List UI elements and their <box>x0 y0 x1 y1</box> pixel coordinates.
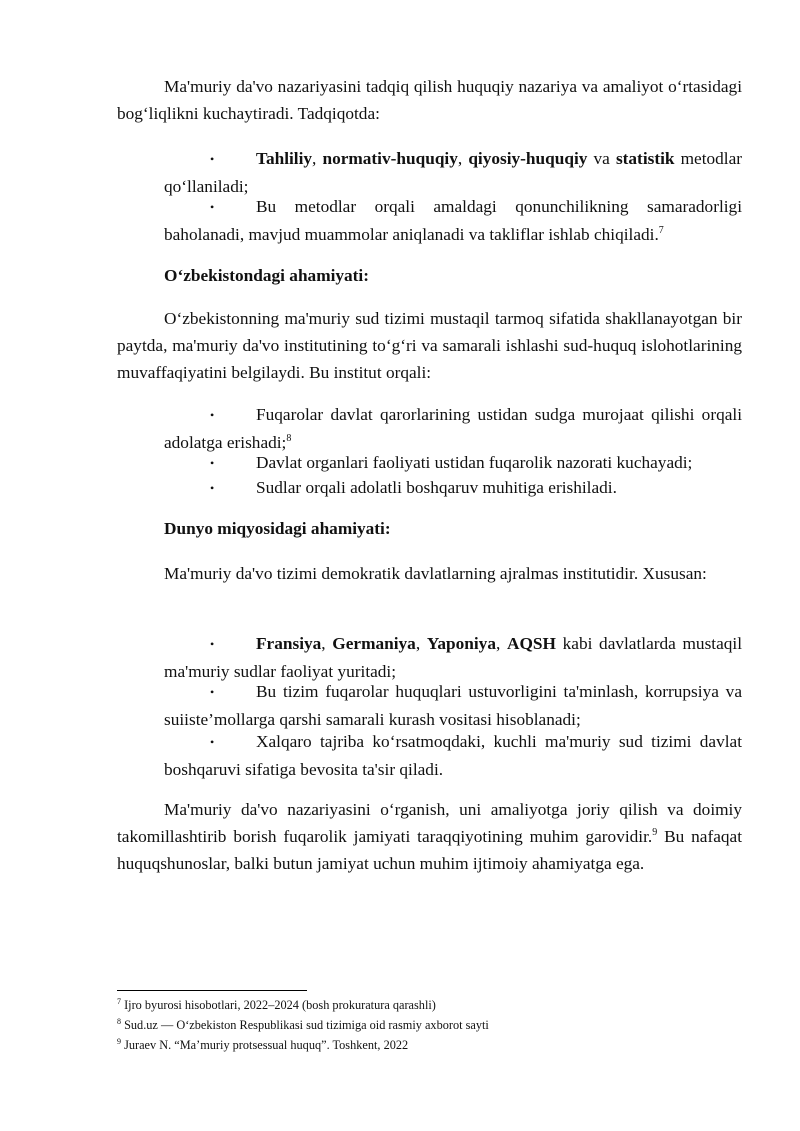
list-item <box>164 678 742 733</box>
list-item <box>164 145 742 200</box>
bullet-icon: • <box>210 637 215 651</box>
footnote-ref[interactable]: 7 <box>658 225 664 236</box>
footnote-number: 9 <box>117 1037 121 1046</box>
country-name: Germaniya <box>332 634 416 653</box>
separator: , <box>415 634 427 653</box>
method-name: Tahliliy <box>256 149 313 168</box>
footnote-number: 8 <box>117 1017 121 1026</box>
list-item-text: Xalqaro tajriba ko‘rsatmoqdaki, kuchli ma'muriy sud tizimi davlat boshqaruvi sifatiga bevosita ta'sir qiladi. <box>164 732 742 779</box>
footnote-text: Ijro byurosi hisobotlari, 2022–2024 (bosh prokuratura qarashli) <box>121 998 436 1012</box>
list-item <box>164 401 742 456</box>
list-item-text: Bu tizim fuqarolar huquqlari ustuvorligini ta'minlash, korrupsiya va suiiste’mollarga qarshi samarali kurash vositasi hisoblanadi; <box>164 682 742 729</box>
bullet-icon: • <box>210 408 215 422</box>
separator: , <box>457 149 469 168</box>
separator: , <box>495 634 507 653</box>
list-item-text: Sudlar orqali adolatli boshqaruv muhitiga erishiladi. <box>256 478 617 497</box>
list-item <box>164 449 742 477</box>
footnote <box>117 1017 489 1034</box>
separator: , <box>321 634 333 653</box>
footnote-ref[interactable]: 9 <box>652 827 658 838</box>
footnote <box>117 1037 408 1054</box>
footnote-text: Sud.uz — O‘zbekiston Respublikasi sud tizimiga oid rasmiy axborot sayti <box>121 1018 489 1032</box>
footnote-ref[interactable]: 8 <box>286 433 292 444</box>
list-item <box>164 193 742 248</box>
body-paragraph: Ma'muriy da'vo tizimi demokratik davlatlarning ajralmas institutidir. Xususan: <box>164 564 707 583</box>
list-item <box>164 728 742 783</box>
list-item-text: kabi davlatlarda mustaqil ma'muriy sudlar faoliyat yuritadi; <box>164 634 743 681</box>
intro-paragraph: Ma'muriy da'vo nazariyasini tadqiq qilish huquqiy nazariya va amaliyot o‘rtasidagi bog‘liqlikni kuchaytiradi. Tadqiqotda: <box>117 77 742 123</box>
bullet-icon: • <box>210 735 215 749</box>
separator: , <box>312 149 323 168</box>
footnote-number: 7 <box>117 997 121 1006</box>
bullet-icon: • <box>210 685 215 699</box>
section-heading: O‘zbekistondagi ahamiyati: <box>164 266 369 285</box>
country-name: Fransiya <box>256 634 322 653</box>
paragraph-text: Bu nafaqat huquqshunoslar, balki butun jamiyat uchun muhim ijtimoiy ahamiyatga ega. <box>117 827 743 873</box>
list-item-text: Davlat organlari faoliyati ustidan fuqarolik nazorati kuchayadi; <box>256 453 693 472</box>
footnote-divider <box>117 990 307 991</box>
bullet-icon: • <box>210 481 215 495</box>
list-item-text: Bu metodlar orqali amaldagi qonunchilikning samaradorligi baholanadi, mavjud muammolar aniqlanadi va takliflar ishlab chiqiladi. <box>164 197 742 244</box>
list-item <box>164 630 742 685</box>
country-name: Yaponiya <box>426 634 496 653</box>
footnote-text: Juraev N. “Ma’muriy protsessual huquq”. Toshkent, 2022 <box>121 1038 409 1052</box>
list-item-text: metodlar qo‘llaniladi; <box>164 149 743 196</box>
footnote <box>117 997 436 1014</box>
closing-paragraph <box>117 796 742 877</box>
paragraph-text: Ma'muriy da'vo nazariyasini o‘rganish, uni amaliyotga joriy qilish va doimiy takomillashtirib borish fuqarolik jamiyati taraqqiyotining muhim garovidir. <box>117 800 742 846</box>
section-heading: Dunyo miqyosidagi ahamiyati: <box>164 519 391 538</box>
method-name: qiyosiy-huquqiy <box>468 149 588 168</box>
bullet-icon: • <box>210 200 215 214</box>
bullet-icon: • <box>210 456 215 470</box>
bullet-icon: • <box>210 152 215 166</box>
list-item-text: Fuqarolar davlat qarorlarining ustidan sudga murojaat qilishi orqali adolatga erishadi; <box>164 405 742 452</box>
body-paragraph: O‘zbekistonning ma'muriy sud tizimi mustaqil tarmoq sifatida shakllanayotgan bir paytda, ma'muriy da'vo institutining to‘g‘ri va samarali ishlashi sud-huquq islohotlarining muvaffaqiyatini belgilaydi. Bu institut orqali: <box>117 309 742 382</box>
separator: va <box>587 149 616 168</box>
list-item <box>164 474 742 502</box>
country-name: AQSH <box>506 634 556 653</box>
method-name: statistik <box>615 149 675 168</box>
method-name: normativ-huquqiy <box>322 149 458 168</box>
